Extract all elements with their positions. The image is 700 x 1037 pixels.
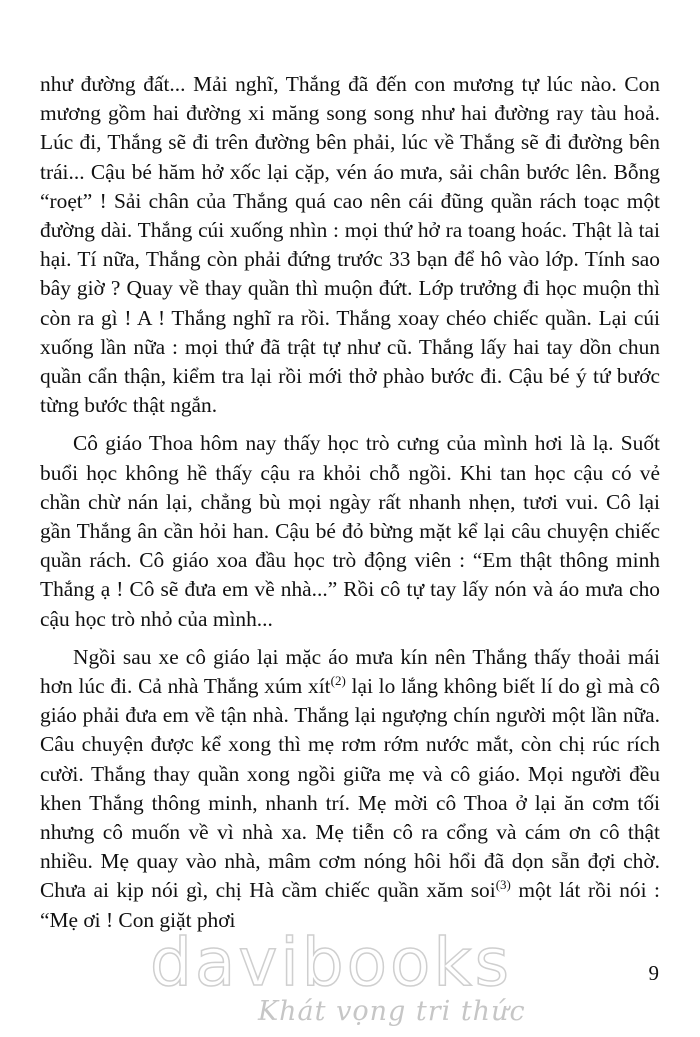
- paragraph-1: như đường đất... Mải nghĩ, Thắng đã đến con mương tự lúc nào. Con mương gồm hai đường xi măng song song như hai đường ray tàu hoả. Lúc đi, Thắng sẽ đi trên đường bên phải, lúc về Thắng sẽ đi đường bên trái... Cậu bé hăm hở xốc lại cặp, vén áo mưa, sải chân bước lên. Bỗng “roẹt” ! Sải chân của Thắng quá cao nên cái đũng quần rách toạc một đường dài. Thắng cúi xuống nhìn : mọi thứ hở ra toang hoác. Thật là tai hại. Tí nữa, Thắng còn phải đứng trước 33 bạn để hô vào lớp. Tính sao bây giờ ? Quay về thay quần thì muộn đứt. Lớp trưởng đi học muộn thì còn ra gì ! A ! Thắng nghĩ ra rồi. Thắng xoay chéo chiếc quần. Lại cúi xuống lần nữa : mọi thứ đã trật tự như cũ. Thắng lấy hai tay dồn chun quần cẩn thận, kiểm tra lại rồi mới thở phào bước đi. Cậu bé ý tứ bước từng bước thật ngắn.: [40, 72, 660, 418]
- paragraph-3-part-2: lại lo lắng không biết lí do gì mà cô giáo phải đưa em về tận nhà. Thắng lại ngượng chín người một lần nữa. Câu chuyện được kể xong thì mẹ rơm rớm nước mắt, còn chị rúc rích cười. Thắng thay quần xong ngồi giữa mẹ và cô giáo. Mọi người đều khen Thắng thông minh, nhanh trí. Mẹ mời cô Thoa ở lại ăn cơm tối nhưng cô muốn về vì nhà xa. Mẹ tiễn cô ra cổng và cám ơn cô thật nhiều. Mẹ quay vào nhà, mâm cơm nóng hôi hổi đã dọn sẵn đợi chờ. Chưa ai kịp nói gì, chị Hà cầm chiếc quần xăm soi: [40, 674, 660, 903]
- paragraph-3: [40, 643, 660, 935]
- paragraph-2: Cô giáo Thoa hôm nay thấy học trò cưng của mình hơi là lạ. Suốt buổi học không hề thấy cậu ra khỏi chỗ ngồi. Khi tan học cậu có vẻ chần chừ nán lại, chẳng bù mọi ngày rất nhanh nhẹn, tươi vui. Cô lại gần Thắng ân cần hỏi han. Cậu bé đỏ bừng mặt kể lại câu chuyện chiếc quần rách. Cô giáo xoa đầu học trò động viên : “Em thật thông minh Thắng ạ ! Cô sẽ đưa em về nhà...” Rồi cô tự tay lấy nón và áo mưa cho cậu học trò nhỏ của mình...: [40, 431, 660, 631]
- footnote-marker-3[interactable]: (3): [495, 877, 511, 893]
- watermark-tagline: Khát vọng tri thức: [258, 996, 526, 1027]
- footnote-marker-2[interactable]: (2): [330, 672, 346, 688]
- watermark: [0, 924, 700, 1030]
- page-body: [40, 70, 660, 944]
- paragraph-3-part-1: Ngồi sau xe cô giáo lại mặc áo mưa kín nên Thắng thấy thoải mái hơn lúc đi. Cả nhà Thắng xúm xít: [40, 644, 660, 699]
- paragraph-3-part-3: một lát rồi nói : “Mẹ ơi ! Con giặt phơi: [40, 878, 660, 932]
- watermark-logo: davibooks: [150, 924, 512, 1001]
- page-number: 9: [648, 961, 659, 985]
